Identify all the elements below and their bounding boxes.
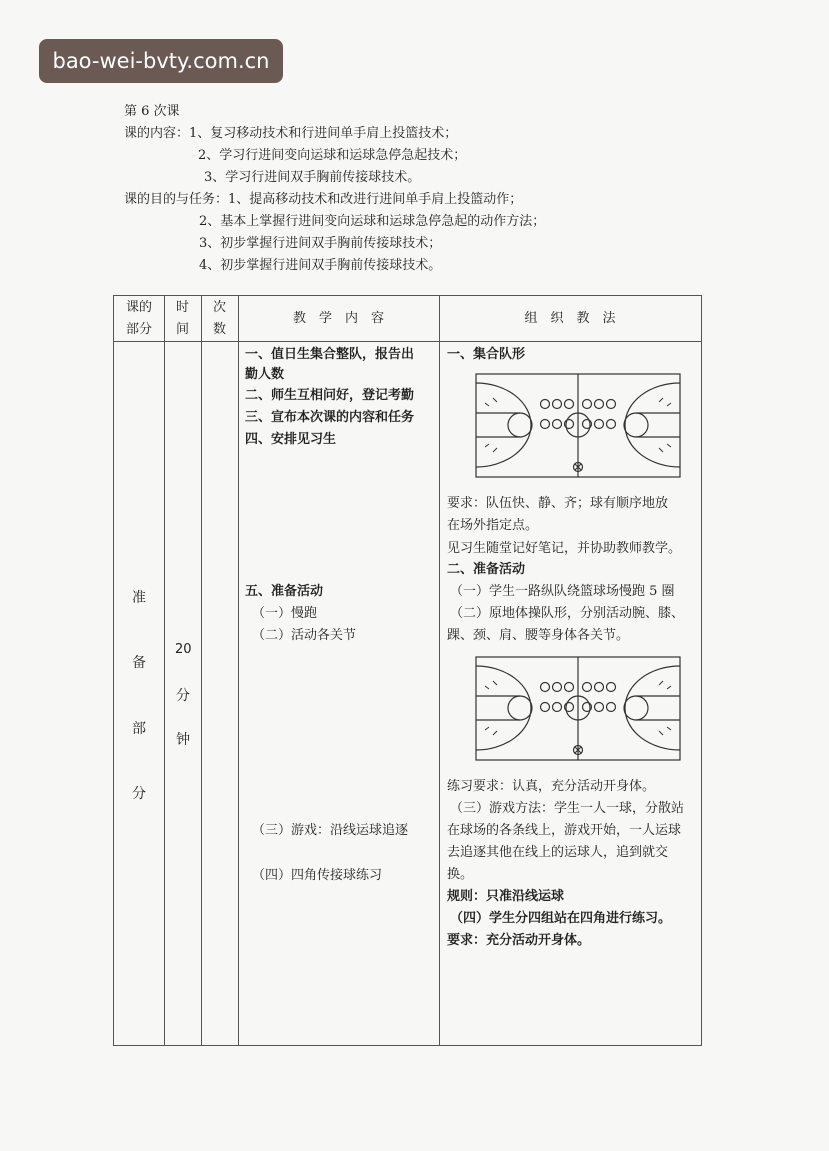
method-item-9: 规则：只准沿线运球 xyxy=(447,889,565,904)
part-char: 备 xyxy=(132,655,146,671)
part-char: 分 xyxy=(132,786,146,802)
lesson-content-1: 课的内容：1、复习移动技术和行进间单手肩上投篮技术； xyxy=(124,126,458,141)
header-count: 次 数 xyxy=(212,300,226,337)
content-item-1b: 勤人数 xyxy=(245,367,285,382)
lesson-content-3: 3、学习行进间双手胸前传接球技术。 xyxy=(204,170,421,185)
lesson-goal-2: 2、基本上掌握行进间变向运球和运球急停急起的动作方法； xyxy=(199,214,546,229)
method-item-8a: （三）游戏方法：学生一人一球，分散站 xyxy=(450,801,685,816)
content-item-2: 二、师生互相问好，登记考勤 xyxy=(245,388,415,403)
method-item-5: （一）学生一路纵队绕篮球场慢跑 5 圈 xyxy=(450,584,675,599)
time-value: 20 xyxy=(175,642,192,657)
method-item-8d: 换。 xyxy=(447,867,474,882)
content-item-3: 三、宣布本次课的内容和任务 xyxy=(245,410,415,425)
method-item-8c: 去追逐其他在线上的运球人，追到就交 xyxy=(447,845,669,860)
content-item-7: （四）四角传接球练习 xyxy=(252,868,383,883)
content-item-5b: （二）活动各关节 xyxy=(252,628,357,643)
header-part: 课的 部分 xyxy=(125,300,152,337)
method-item-3: 见习生随堂记好笔记，并协助教师教学。 xyxy=(447,541,682,556)
method-item-1: 一、集合队形 xyxy=(447,347,526,362)
time-unit: 钟 xyxy=(176,732,190,748)
basketball-court-diagram-2 xyxy=(475,656,681,761)
lesson-title: 第 6 次课 xyxy=(124,104,180,119)
method-item-11: 要求：充分活动开身体。 xyxy=(447,933,591,948)
method-item-4: 二、准备活动 xyxy=(447,562,526,577)
content-item-1a: 一、值日生集合整队，报告出 xyxy=(245,347,415,362)
watermark-badge: bao-wei-bvty.com.cn xyxy=(39,39,283,83)
lesson-content-2: 2、学习行进间变向运球和运球急停急起技术； xyxy=(198,148,467,163)
basketball-court-diagram-1 xyxy=(475,373,681,478)
content-item-5a: （一）慢跑 xyxy=(252,606,318,621)
content-item-5: 五、准备活动 xyxy=(245,584,324,599)
method-item-2a: 要求：队伍快、静、齐；球有顺序地放 xyxy=(447,496,669,511)
method-item-7: 练习要求：认真，充分活动开身体。 xyxy=(447,779,656,794)
header-time: 时 间 xyxy=(175,300,189,337)
method-item-2b: 在场外指定点。 xyxy=(447,518,539,533)
lesson-goal-1: 课的目的与任务：1、提高移动技术和改进行进间单手肩上投篮动作； xyxy=(124,192,523,207)
time-unit: 分 xyxy=(176,688,190,704)
content-item-4: 四、安排见习生 xyxy=(245,432,337,447)
method-item-6a: （二）原地体操队形，分别活动腕、膝、 xyxy=(450,606,685,621)
header-content: 教 学 内 容 xyxy=(292,311,384,326)
part-char: 准 xyxy=(132,590,146,606)
header-method: 组 织 教 法 xyxy=(524,311,616,326)
part-char: 部 xyxy=(132,721,146,737)
method-item-10: （四）学生分四组站在四角进行练习。 xyxy=(450,911,672,926)
lesson-plan-table xyxy=(113,295,702,1046)
lesson-goal-4: 4、初步掌握行进间双手胸前传接球技术。 xyxy=(199,258,442,273)
lesson-goal-3: 3、初步掌握行进间双手胸前传接球技术； xyxy=(199,236,442,251)
method-item-8b: 在球场的各条线上，游戏开始，一人运球 xyxy=(447,823,682,838)
method-item-6b: 踝、颈、肩、腰等身体各关节。 xyxy=(447,628,630,643)
content-item-6: （三）游戏：沿线运球追逐 xyxy=(252,823,409,838)
